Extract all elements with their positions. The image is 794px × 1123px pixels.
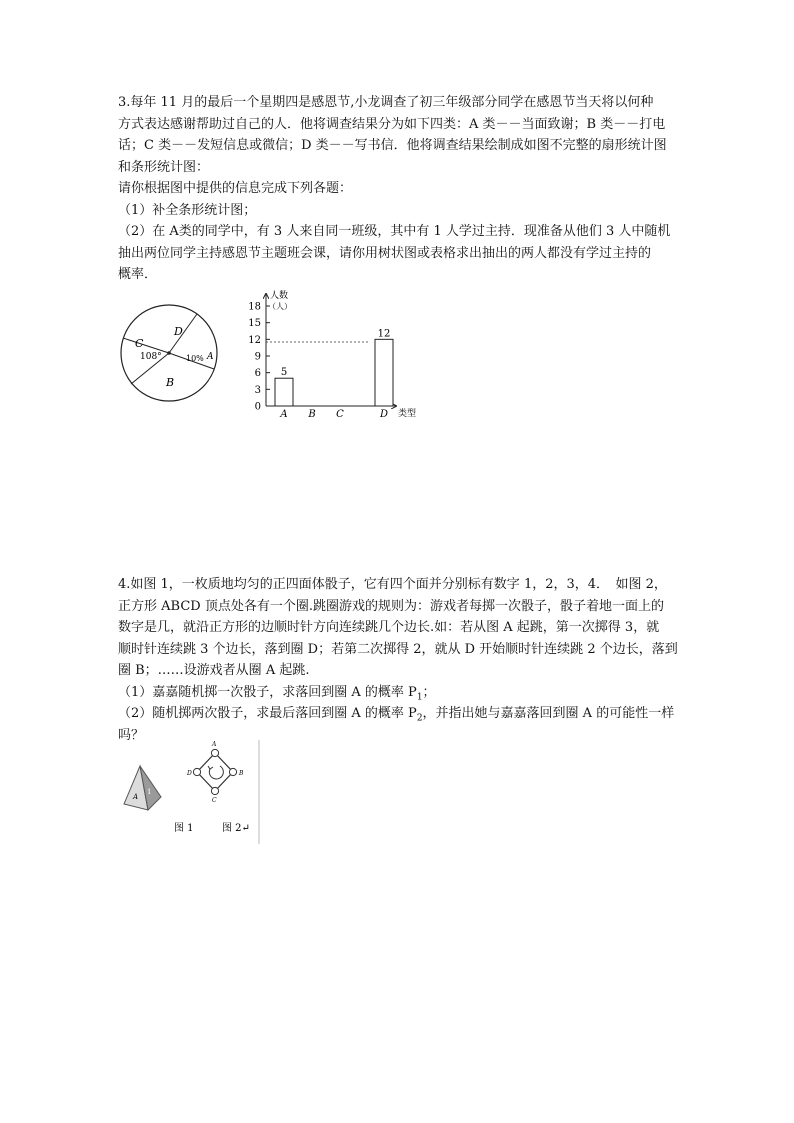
q4-part-1-text: （1）嘉嘉随机掷一次骰子，求落回到圈 A 的概率 P [118, 684, 417, 700]
y-tick-label: 6 [254, 368, 261, 380]
bar-a [275, 378, 293, 406]
circle-a [211, 749, 218, 756]
x-tick-label: B [308, 409, 316, 420]
x-tick-label: C [336, 409, 344, 420]
q4-part-2-suffix: ，并指出她与嘉嘉落回到圈 A 的可能性一样 [422, 706, 675, 721]
pie-label-b: B [166, 376, 175, 389]
q4-part-2 [118, 703, 702, 725]
q4-part-1 [118, 682, 702, 704]
pie-label-d: D [174, 325, 183, 338]
x-tick-label: D [379, 409, 389, 420]
y-tick-label: 12 [248, 334, 261, 346]
x-label-group [279, 409, 388, 420]
bar-value-label: 12 [377, 328, 391, 340]
vertex-label-b: B [239, 770, 244, 777]
x-axis-title: 类型 [398, 409, 417, 419]
q3-line: 概率． [118, 267, 158, 282]
figure-1-caption: 图 1 [174, 823, 194, 834]
x-tick-label: A [280, 409, 288, 420]
bar-value-label: 5 [280, 367, 288, 379]
tetrahedron-die-icon [124, 766, 161, 810]
q3-line: 抽出两位同学主持感恩节主题班会课，请你用树状图或表格求出抽出的两人都没有学过主持的 [118, 245, 652, 261]
y-tick-label: 9 [254, 351, 261, 363]
q3-line: 3.每年 11 月的最后一个星期四是感恩节,小龙调查了初三年级部分同学在感恩节当天将以何种 [118, 95, 654, 110]
pie-label-c: C [135, 337, 144, 350]
q4-line: 数字是几，就沿正方形的边顺时针方向连续跳几个边长.如：若从图 A 起跳，第一次掷得 3，就 [118, 620, 660, 635]
vertex-label-d: D [187, 770, 192, 777]
pie-angle-label: 108° [140, 352, 162, 362]
q4-line: 4.如图 1，一枚质地均匀的正四面体骰子，它有四个面并分别标有数字 1，2，3，4． 如图 2， [118, 577, 667, 592]
arrow-head-icon [208, 766, 213, 769]
q3-line: 方式表达感谢帮助过自己的人．他将调查结果分为如下四类：A 类－－当面致谢；B 类－－打电 [118, 116, 666, 132]
pie-divider [123, 338, 169, 353]
jump-circle-square [186, 741, 244, 804]
question-4 [118, 574, 702, 746]
q3-line: （2）在 A类的同学中，有 3 人来自同一班级，其中有 1 人学过主持．现准备从他们 3 人中随机 [118, 224, 671, 239]
circle-d [193, 768, 200, 775]
q4-line: 顺时针连续跳 3 个边长，落到圈 D；若第二次掷得 2，就从 D 开始顺时针连续跳 2 个边长，落到 [118, 641, 678, 657]
bar-d [375, 339, 393, 406]
y-tick-group [248, 302, 270, 413]
figure-2-caption: 图 2↵ [222, 823, 250, 834]
q4-part-1-sub: 1 [416, 692, 423, 703]
bar-group [275, 328, 393, 406]
q4-part-2-sub: 2 [416, 713, 423, 724]
q4-part-1-suffix: ； [422, 684, 436, 700]
pie-center [167, 351, 171, 355]
circle-b [229, 768, 236, 775]
q4-line: 圈 B；……设游戏者从圈 A 起跳. [118, 663, 310, 678]
y-tick-label: 0 [254, 401, 261, 413]
y-axis-unit: （人） [268, 302, 292, 311]
q4-line: 正方形 ABCD 顶点处各有一个圈.跳圈游戏的规则为：游戏者每掷一次骰子，骰子着地一面上的 [118, 598, 664, 614]
y-tick-label: 3 [254, 384, 261, 396]
q3-line: 请你根据图中提供的信息完成下列各题： [118, 181, 353, 196]
die-face-label-a: A [133, 793, 139, 801]
q4-part-2-tail: 吗？ [118, 727, 145, 743]
y-tick-label: 15 [248, 318, 261, 330]
bar-chart [240, 288, 420, 424]
y-axis-title: 人数 [270, 291, 289, 301]
pie-label-a: A [207, 352, 214, 362]
question-3 [118, 92, 702, 286]
q3-line: 和条形统计图： [118, 159, 210, 175]
pie-chart [116, 300, 222, 406]
vertex-label-c: C [212, 797, 217, 804]
die-face-label-1: 1 [147, 788, 152, 796]
square-abcd [197, 753, 233, 791]
circle-c [211, 787, 218, 794]
q3-line: 话；C 类－－发短信息或微信；D 类－－写书信．他将调查结果绘制成如图不完整的扇形统计图 [118, 138, 667, 153]
q3-line: （1）补全条形统计图； [118, 202, 257, 218]
vertex-label-a: A [212, 741, 217, 748]
q4-part-2-text: （2）随机掷两次骰子，求最后落回到圈 A 的概率 P [118, 706, 417, 721]
dice-figure [114, 738, 264, 846]
pie-percent-label: 10% [186, 354, 204, 363]
y-tick-label: 18 [248, 301, 261, 313]
